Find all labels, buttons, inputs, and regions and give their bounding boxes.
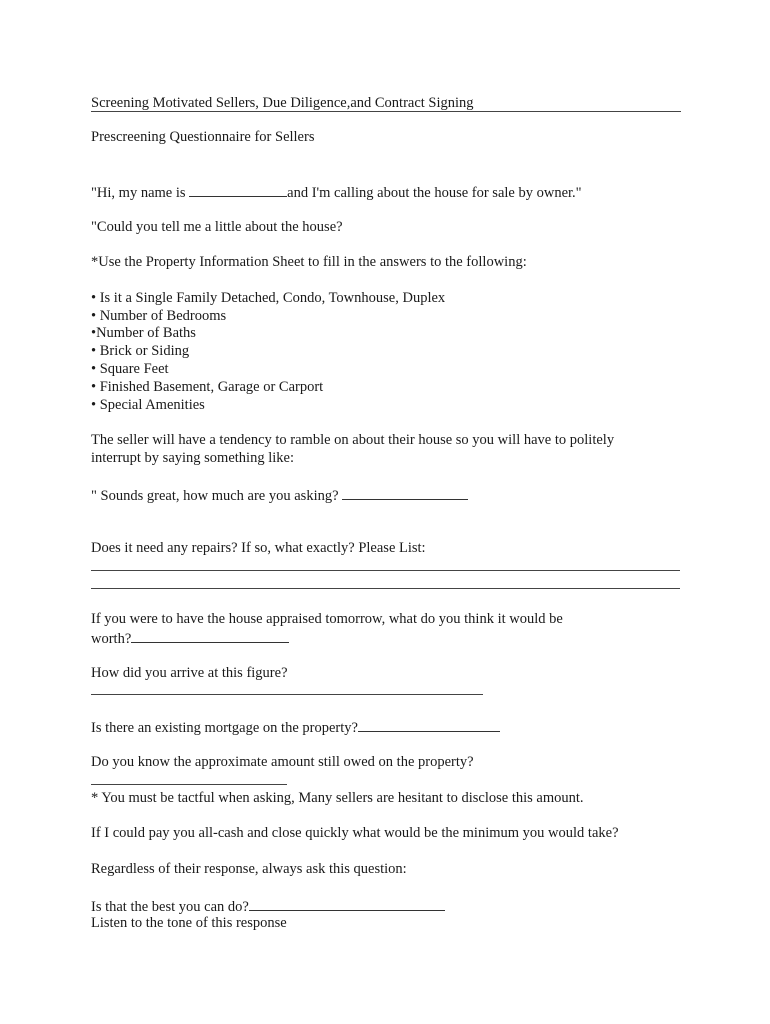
- asking-price-blank[interactable]: [342, 485, 468, 500]
- repairs-question: Does it need any repairs? If so, what exactly? Please List:: [91, 540, 426, 556]
- repairs-answer-line-2[interactable]: [91, 588, 680, 589]
- asking-text: " Sounds great, how much are you asking?: [91, 488, 343, 504]
- listen-line: Listen to the tone of this response: [91, 915, 287, 931]
- asking-line: [91, 485, 468, 505]
- mortgage-line: [91, 717, 500, 737]
- allcash-question: If I could pay you all-cash and close quickly what would be the minimum you would take?: [91, 825, 619, 841]
- regardless-line: Regardless of their response, always ask this question:: [91, 861, 407, 877]
- list-item: • Brick or Siding: [91, 343, 190, 359]
- list-item: • Finished Basement, Garage or Carport: [91, 379, 324, 395]
- owed-question: Do you know the approximate amount still owed on the property?: [91, 754, 474, 770]
- list-item: • Number of Bedrooms: [91, 308, 227, 324]
- intro-prefix: "Hi, my name is: [91, 185, 190, 201]
- list-item: • Square Feet: [91, 361, 169, 377]
- mortgage-question: Is there an existing mortgage on the property?: [91, 720, 358, 736]
- best-line: [91, 896, 445, 916]
- ramble-line-2: interrupt by saying something like:: [91, 450, 294, 466]
- repairs-answer-line-1[interactable]: [91, 570, 680, 571]
- worth-blank[interactable]: [131, 628, 289, 643]
- best-question: Is that the best you can do?: [91, 899, 249, 915]
- subtitle: Prescreening Questionnaire for Sellers: [91, 129, 315, 145]
- title-underline: [91, 111, 681, 112]
- owed-answer-line[interactable]: [91, 784, 287, 785]
- mortgage-blank[interactable]: [358, 717, 500, 732]
- tactful-note: * You must be tactful when asking, Many sellers are hesitant to disclose this amount.: [91, 790, 584, 806]
- list-item: • Is it a Single Family Detached, Condo, Townhouse, Duplex: [91, 290, 446, 306]
- appraised-line-2: [91, 628, 289, 648]
- figure-answer-line[interactable]: [91, 694, 483, 695]
- instruction-line: *Use the Property Information Sheet to fill in the answers to the following:: [91, 254, 527, 270]
- name-blank[interactable]: [189, 182, 287, 197]
- intro-line: [91, 182, 582, 202]
- ramble-line-1: The seller will have a tendency to ramble on about their house so you will have to politely: [91, 432, 615, 448]
- document-title: Screening Motivated Sellers, Due Diligence,and Contract Signing: [91, 95, 474, 111]
- list-item: • Special Amenities: [91, 397, 205, 413]
- appraised-line-1: If you were to have the house appraised tomorrow, what do you think it would be: [91, 611, 563, 627]
- best-blank[interactable]: [249, 896, 445, 911]
- worth-label: worth?: [91, 631, 132, 647]
- ask-house-line: "Could you tell me a little about the house?: [91, 219, 343, 235]
- intro-suffix: and I'm calling about the house for sale by owner.": [287, 185, 582, 201]
- list-item: •Number of Baths: [91, 325, 196, 341]
- figure-question: How did you arrive at this figure?: [91, 665, 288, 681]
